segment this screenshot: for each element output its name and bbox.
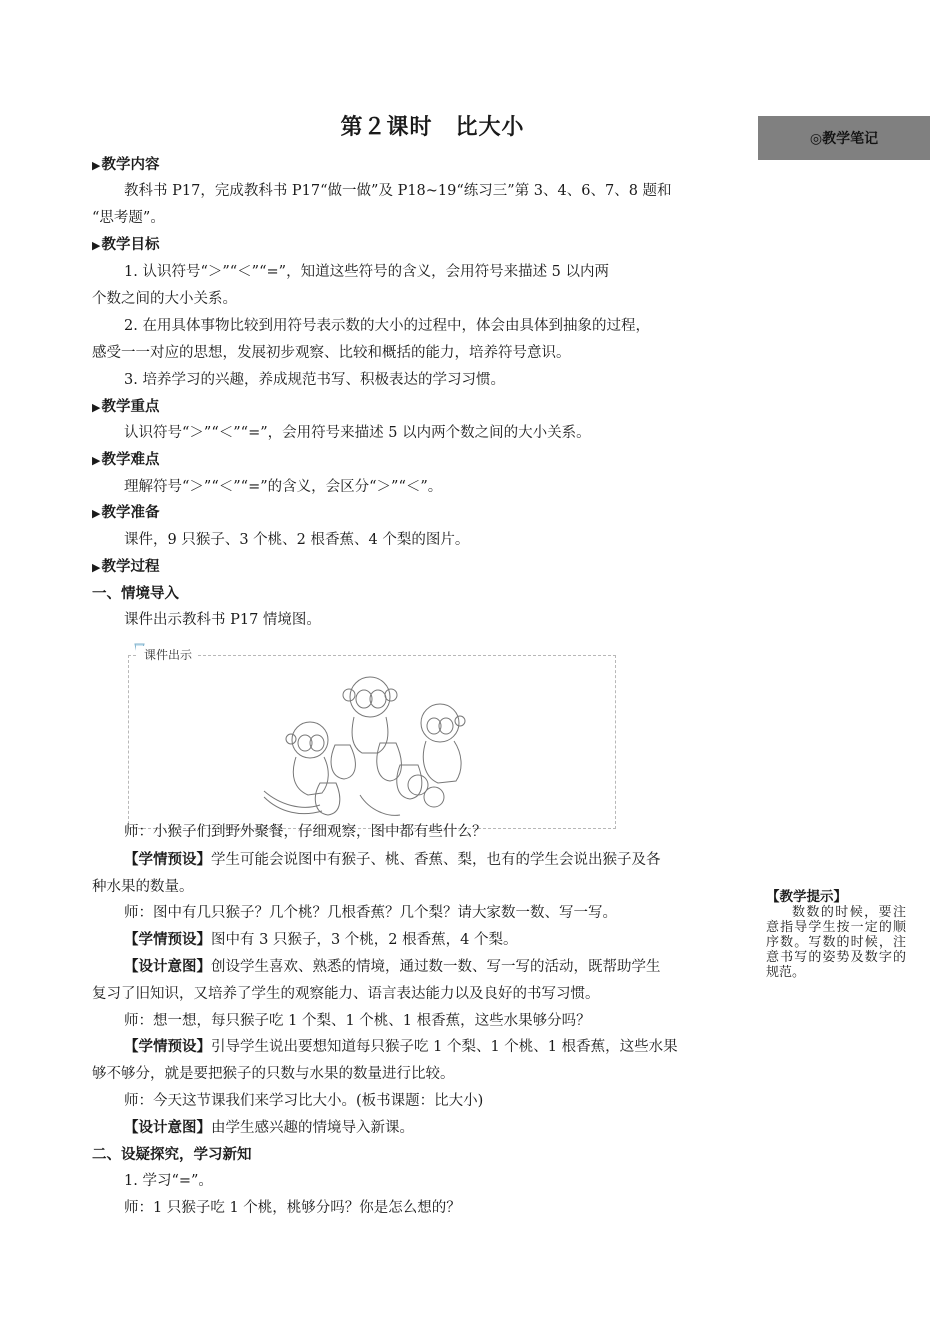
tag-sheji: 【设计意图】 bbox=[124, 1120, 211, 1136]
section-heading-key: ▶教学重点 bbox=[92, 399, 160, 415]
goal-text: 个数之间的大小关系。 bbox=[92, 291, 237, 307]
part2-heading: 二、设疑探究，学习新知 bbox=[92, 1147, 252, 1163]
section-heading-prep: ▶教学准备 bbox=[92, 505, 160, 521]
teacher-line: 师：今天这节课我们来学习比大小。(板书课题：比大小) bbox=[124, 1093, 484, 1109]
goal-text: 2. 在用具体事物比较到用符号表示数的大小的过程中，体会由具体到抽象的过程， bbox=[124, 318, 650, 334]
part1-intro: 课件出示教科书 P17 情境图。 bbox=[124, 612, 321, 628]
triangle-marker-icon: ▶ bbox=[92, 507, 101, 520]
tag-xueqing: 【学情预设】 bbox=[124, 852, 211, 868]
triangle-marker-icon: ▶ bbox=[92, 159, 101, 172]
section-heading-content: ▶教学内容 bbox=[92, 157, 160, 173]
tag-sheji: 【设计意图】 bbox=[124, 959, 211, 975]
section-heading-process: ▶教学过程 bbox=[92, 559, 160, 575]
key-text: 认识符号“＞”“＜”“=”，会用符号来描述 5 以内两个数之间的大小关系。 bbox=[124, 425, 591, 441]
design-paragraph: 【设计意图】由学生感兴趣的情境导入新课。 bbox=[124, 1120, 414, 1136]
content-text: “思考题”。 bbox=[92, 210, 165, 226]
preset-paragraph: 【学情预设】学生可能会说图中有猴子、桃、香蕉、梨，也有的学生会说出猴子及各 bbox=[124, 852, 661, 868]
tip-title: 【教学提示】 bbox=[766, 889, 847, 905]
section-heading-goals: ▶教学目标 bbox=[92, 237, 160, 253]
preset-paragraph: 【学情预设】引导学生说出要想知道每只猴子吃 1 个梨、1 个桃、1 根香蕉，这些水果 bbox=[124, 1039, 678, 1055]
tag-xueqing: 【学情预设】 bbox=[124, 1039, 211, 1055]
triangle-marker-icon: ▶ bbox=[92, 561, 101, 574]
teacher-line: 师：1 只猴子吃 1 个桃，桃够分吗？你是怎么想的？ bbox=[124, 1200, 461, 1216]
goal-text: 3. 培养学习的兴趣，养成规范书写、积极表达的学习习惯。 bbox=[124, 372, 505, 388]
teacher-line: 师：想一想，每只猴子吃 1 个梨、1 个桃、1 根香蕉，这些水果够分吗？ bbox=[124, 1013, 591, 1029]
preset-paragraph: 够不够分，就是要把猴子的只数与水果的数量进行比较。 bbox=[92, 1066, 455, 1082]
section-heading-difficult: ▶教学难点 bbox=[92, 452, 160, 468]
content-text: 教科书 P17，完成教科书 P17“做一做”及 P18~19“练习三”第 3、4、6、7、8 题和 bbox=[124, 183, 672, 199]
triangle-marker-icon: ▶ bbox=[92, 239, 101, 252]
part1-heading: 一、情境导入 bbox=[92, 586, 179, 602]
monkeys-fruit-illustration bbox=[250, 665, 510, 825]
tip-body: 数数的时候，要注意指导学生按一定的顺序数。写数的时候，注意书写的姿势及数字的规范。 bbox=[766, 905, 906, 980]
teaching-notes-header: ◎教学笔记 bbox=[758, 116, 930, 160]
difficult-text: 理解符号“＞”“＜”“=”的含义，会区分“＞”“＜”。 bbox=[124, 479, 443, 495]
subsection-text: 1. 学习“=”。 bbox=[124, 1173, 213, 1189]
design-paragraph: 【设计意图】创设学生喜欢、熟悉的情境，通过数一数、写一写的活动，既帮助学生 bbox=[124, 959, 661, 975]
preset-paragraph: 【学情预设】图中有 3 只猴子，3 个桃，2 根香蕉，4 个梨。 bbox=[124, 932, 518, 948]
prep-text: 课件，9 只猴子、3 个桃、2 根香蕉、4 个梨的图片。 bbox=[124, 532, 470, 548]
design-paragraph: 复习了旧知识，又培养了学生的观察能力、语言表达能力以及良好的书写习惯。 bbox=[92, 986, 600, 1002]
tag-xueqing: 【学情预设】 bbox=[124, 932, 211, 948]
page-title: 第２课时 比大小 bbox=[340, 115, 525, 140]
goal-text: 感受一一对应的思想，发展初步观察、比较和概括的能力，培养符号意识。 bbox=[92, 345, 571, 361]
preset-paragraph: 种水果的数量。 bbox=[92, 879, 194, 895]
triangle-marker-icon: ▶ bbox=[92, 454, 101, 467]
teacher-line: 师：小猴子们到野外聚餐，仔细观察，图中都有些什么？ bbox=[124, 824, 487, 840]
teaching-tip bbox=[766, 890, 906, 980]
goal-text: 1. 认识符号“＞”“＜”“=”，知道这些符号的含义，会用符号来描述 5 以内两 bbox=[124, 264, 610, 280]
triangle-marker-icon: ▶ bbox=[92, 401, 101, 414]
courseware-label: 课件出示 bbox=[136, 646, 196, 663]
teacher-line: 师：图中有几只猴子？几个桃？几根香蕉？几个梨？请大家数一数、写一写。 bbox=[124, 905, 617, 921]
